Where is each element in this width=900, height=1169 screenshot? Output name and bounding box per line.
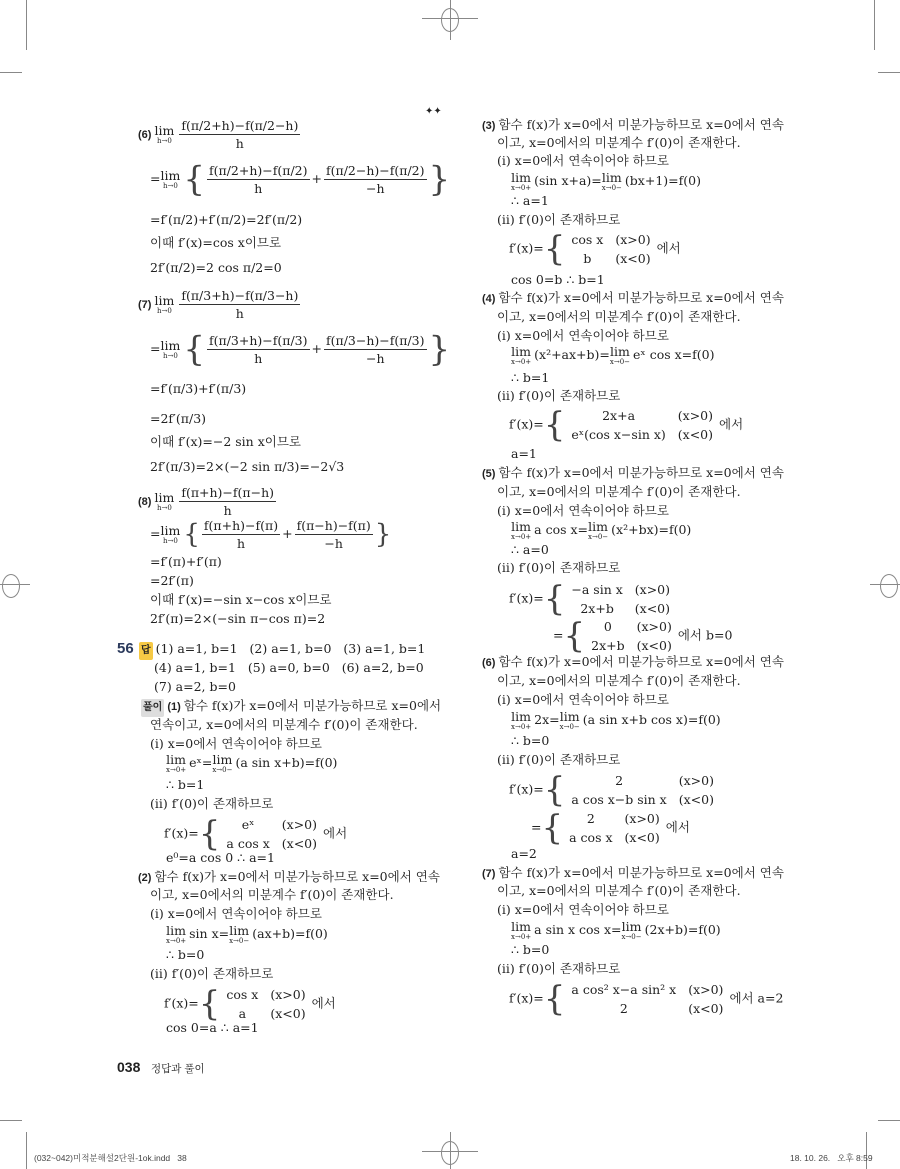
fraction: $\frac{f(\pi/2-h)-f(\pi/2)}{-h}$ [326, 163, 425, 196]
column-ornament-icon: ✦✦ [425, 106, 442, 117]
solution-5-diff: (ⅱ) f′(0)이 존재하므로 [497, 560, 621, 575]
solution-7-cont: (ⅰ) x=0에서 연속이어야 하므로 [497, 902, 669, 917]
limit: lim h→0 [154, 293, 175, 315]
print-timestamp: 18. 10. 26. 오후 8:59 [790, 1153, 873, 1163]
solution-2-intro2: 이고, x=0에서의 미분계수 f′(0)이 존재한다. [150, 887, 394, 902]
solution-6-result: ∴ b=0 [511, 733, 550, 748]
solution-5-piecewise-2: ={ 0 (x>0) 2x+b (x<0)에서 b=0 [553, 616, 733, 656]
solution-4-result: ∴ b=1 [511, 370, 550, 385]
solution-1-piecewise: f′(x)={ eˣ (x>0) a cos x (x<0)에서 [164, 814, 348, 854]
crop-mark [870, 584, 900, 585]
registration-mark [2, 574, 20, 598]
solution-4-end: a=1 [511, 446, 537, 461]
problem-8-line1 [138, 484, 278, 519]
problem-6-line4: 이때 f′(x)=cos x이므로 [150, 235, 282, 250]
answer-row-1: 답 (1) a=1, b=1 (2) a=1, b=0 (3) a=1, b=1 [139, 640, 425, 660]
fraction: $\frac{f(\pi/3+h)-f(\pi/3-h)}{h}$ [181, 288, 299, 321]
solution-2-piecewise: f′(x)={ cos x (x>0) a (x<0)에서 [164, 984, 336, 1024]
answer-row-3: (7) a=2, b=0 [154, 679, 236, 694]
limit: lim h→0 [160, 523, 181, 545]
page-number: 038 [117, 1059, 141, 1075]
solution-5-result: ∴ a=0 [511, 542, 549, 557]
solution-1-diff: (ⅱ) f′(0)이 존재하므로 [150, 796, 274, 811]
registration-mark [441, 8, 459, 32]
problem-7-line1 [138, 287, 302, 322]
solution-5-limit: lim x→0+ a cos x= lim x→0− (x²+bx)=f(0) [511, 519, 692, 541]
solution-4-diff: (ⅱ) f′(0)이 존재하므로 [497, 388, 621, 403]
crop-mark [422, 18, 478, 19]
limit: lim h→0 [160, 338, 181, 360]
fraction: $\frac{f(\pi/2+h)-f(\pi/2)}{h}$ [208, 163, 308, 196]
problem-7-line5: 이때 f′(x)=−2 sin x이므로 [150, 434, 301, 449]
solution-2-cont: (ⅰ) x=0에서 연속이어야 하므로 [150, 906, 322, 921]
solution-2-intro: (2) 함수 f(x)가 x=0에서 미분가능하므로 x=0에서 연속 [138, 869, 440, 884]
item-label: (6) [138, 129, 152, 141]
solution-7-result: ∴ b=0 [511, 942, 550, 957]
item-label: (7) [138, 299, 152, 311]
solution-1-limit: lim x→0+ eˣ= lim x→0− (a sin x+b)=f(0) [166, 752, 338, 774]
solution-6-piecewise: f′(x)={ 2 (x>0) a cos x−b sin x (x<0) [509, 770, 714, 810]
solution-6-end: a=2 [511, 846, 537, 861]
fraction: $\frac{f(\pi+h)-f(\pi)}{h}$ [203, 518, 279, 551]
crop-mark [422, 1151, 478, 1152]
solution-5-cont: (ⅰ) x=0에서 연속이어야 하므로 [497, 503, 669, 518]
solution-1-intro: 풀이 (1) 함수 f(x)가 x=0에서 미분가능하므로 x=0에서 [141, 697, 441, 717]
solution-1-intro2: 연속이고, x=0에서의 미분계수 f′(0)이 존재한다. [150, 717, 418, 732]
limit: lim h→0 [154, 123, 175, 145]
crop-mark [874, 0, 875, 50]
registration-mark [441, 1141, 459, 1165]
crop-mark [0, 72, 22, 73]
solution-7-limit: lim x→0+ a sin x cos x= lim x→0− (2x+b)=f(0) [511, 919, 721, 941]
fraction: $\frac{f(\pi-h)-f(\pi)}{-h}$ [296, 518, 371, 551]
crop-mark [878, 1120, 900, 1121]
fraction: $\frac{f(\pi/2+h)-f(\pi/2-h)}{h}$ [181, 118, 299, 151]
limit: lim h→0 [154, 490, 175, 512]
problem-8-line6: 2f′(π)=2×(−sin π−cos π)=2 [150, 611, 326, 626]
fraction: $\frac{f(\pi/3-h)-f(\pi/3)}{-h}$ [326, 333, 425, 366]
solution-6-limit: lim x→0+ 2x= lim x→0− (a sin x+b cos x)=f(0) [511, 709, 721, 731]
solution-4-piecewise: f′(x)={ 2x+a (x>0) eˣ(cos x−sin x) (x<0)에서 [509, 405, 744, 445]
solution-3-diff: (ⅱ) f′(0)이 존재하므로 [497, 212, 621, 227]
solution-5-intro2: 이고, x=0에서의 미분계수 f′(0)이 존재한다. [497, 484, 741, 499]
solution-6-piecewise-2: ={ 2 (x>0) a cos x (x<0)에서 [531, 808, 690, 848]
problem-6-line5: 2f′(π/2)=2 cos π/2=0 [150, 260, 282, 275]
solution-7-intro2: 이고, x=0에서의 미분계수 f′(0)이 존재한다. [497, 883, 741, 898]
crop-mark [878, 72, 900, 73]
answer-badge: 답 [139, 642, 153, 660]
question-number: 56 [117, 640, 134, 657]
solution-2-limit: lim x→0+ sin x= lim x→0− (ax+b)=f(0) [166, 923, 328, 945]
crop-mark [0, 1120, 22, 1121]
fraction: $\frac{f(\pi+h)-f(\pi-h)}{h}$ [181, 485, 275, 518]
section-title: 정답과 풀이 [151, 1063, 205, 1075]
solution-5-piecewise: f′(x)={ −a sin x (x>0) 2x+b (x<0) [509, 579, 671, 619]
solution-3-result: ∴ a=1 [511, 193, 549, 208]
problem-7-line3: =f′(π/3)+f′(π/3) [150, 381, 247, 396]
solution-4-limit: lim x→0+ (x²+ax+b)= lim x→0− eˣ cos x=f(0) [511, 344, 715, 366]
solution-6-intro: (6) 함수 f(x)가 x=0에서 미분가능하므로 x=0에서 연속 [482, 654, 784, 669]
solution-7-piecewise: f′(x)={ a cos² x−a sin² x (x>0) 2 (x<0)에서 a=2 [509, 979, 784, 1019]
solution-3-piecewise: f′(x)={ cos x (x>0) b (x<0)에서 [509, 229, 681, 269]
solution-1-cont: (ⅰ) x=0에서 연속이어야 하므로 [150, 736, 322, 751]
item-label: (8) [138, 496, 152, 508]
crop-mark [26, 0, 27, 50]
problem-6-line1 [138, 117, 302, 152]
solution-6-intro2: 이고, x=0에서의 미분계수 f′(0)이 존재한다. [497, 673, 741, 688]
file-slug: (032~042)미적분해설2단원-1ok.indd 38 [34, 1153, 187, 1163]
solution-2-end: cos 0=a ∴ a=1 [166, 1020, 259, 1035]
solution-4-cont: (ⅰ) x=0에서 연속이어야 하므로 [497, 328, 669, 343]
solution-3-limit: lim x→0+ (sin x+a)= lim x→0− (bx+1)=f(0) [511, 170, 701, 192]
solution-7-intro: (7) 함수 f(x)가 x=0에서 미분가능하므로 x=0에서 연속 [482, 865, 784, 880]
solution-1-end: e⁰=a cos 0 ∴ a=1 [166, 850, 275, 865]
solution-3-intro2: 이고, x=0에서의 미분계수 f′(0)이 존재한다. [497, 135, 741, 150]
solution-7-diff: (ⅱ) f′(0)이 존재하므로 [497, 961, 621, 976]
solution-6-diff: (ⅱ) f′(0)이 존재하므로 [497, 752, 621, 767]
limit: lim h→0 [160, 168, 181, 190]
solution-1-result: ∴ b=1 [166, 777, 205, 792]
problem-7-line6: 2f′(π/3)=2×(−2 sin π/3)=−2√3 [150, 459, 345, 474]
problem-7-line2: = lim h→0 { $\frac{f(\pi/3+h)-f(\pi/3)}{h}$ + $\frac{f(\pi/3-h)-f(\pi/3)}{-h}$ } [150, 329, 451, 370]
solution-2-result: ∴ b=0 [166, 947, 205, 962]
solution-3-end: cos 0=b ∴ b=1 [511, 272, 605, 287]
solution-4-intro2: 이고, x=0에서의 미분계수 f′(0)이 존재한다. [497, 309, 741, 324]
registration-mark [880, 574, 898, 598]
solution-2-diff: (ⅱ) f′(0)이 존재하므로 [150, 966, 274, 981]
solution-3-intro: (3) 함수 f(x)가 x=0에서 미분가능하므로 x=0에서 연속 [482, 117, 784, 132]
problem-8-line5: 이때 f′(x)=−sin x−cos x이므로 [150, 592, 332, 607]
problem-8-line2: = lim h→0 { $\frac{f(\pi+h)-f(\pi)}{h}$ + $\frac{f(\pi-h)-f(\pi)}{-h}$ } [150, 518, 392, 551]
solution-3-cont: (ⅰ) x=0에서 연속이어야 하므로 [497, 153, 669, 168]
crop-mark [0, 584, 30, 585]
solution-6-cont: (ⅰ) x=0에서 연속이어야 하므로 [497, 692, 669, 707]
problem-8-line3: =f′(π)+f′(π) [150, 554, 222, 569]
problem-6-line2: = lim h→0 { $\frac{f(\pi/2+h)-f(\pi/2)}{h}$ + $\frac{f(\pi/2-h)-f(\pi/2)}{-h}$ } [150, 159, 451, 200]
answer-row-2: (4) a=1, b=1 (5) a=0, b=0 (6) a=2, b=0 [154, 660, 424, 675]
problem-6-line3: =f′(π/2)+f′(π/2)=2f′(π/2) [150, 212, 303, 227]
solution-badge: 풀이 [141, 699, 164, 717]
fraction: $\frac{f(\pi/3+h)-f(\pi/3)}{h}$ [208, 333, 308, 366]
solution-4-intro: (4) 함수 f(x)가 x=0에서 미분가능하므로 x=0에서 연속 [482, 290, 784, 305]
problem-8-line4: =2f′(π) [150, 573, 194, 588]
solution-5-intro: (5) 함수 f(x)가 x=0에서 미분가능하므로 x=0에서 연속 [482, 465, 784, 480]
problem-7-line4: =2f′(π/3) [150, 411, 207, 426]
crop-mark [26, 1132, 27, 1169]
